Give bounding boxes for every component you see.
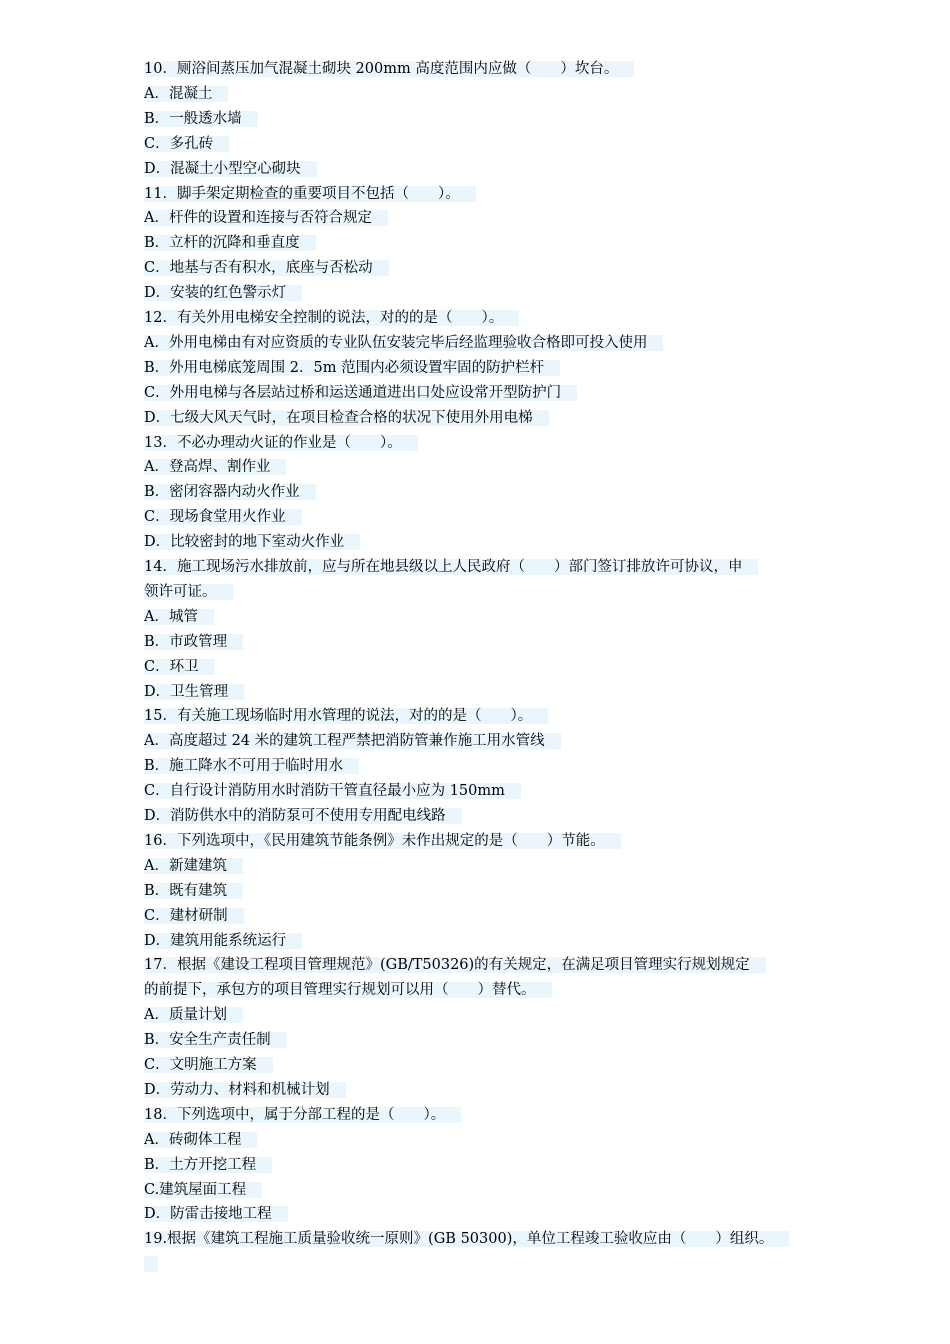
answer-option xyxy=(144,133,229,155)
question-text xyxy=(144,830,621,852)
line-text: 14．施工现场污水排放前，应与所在地县级以上人民政府（ ）部门签订排放许可协议，申 xyxy=(144,559,758,575)
line-text: 16．下列选项中，《民用建筑节能条例》未作出规定的是（ ）节能。 xyxy=(144,833,621,849)
line-text: 18．下列选项中，属于分部工程的是（ ）。 xyxy=(144,1107,461,1123)
line-text: A．外用电梯由有对应资质的专业队伍安装完毕后经监理验收合格即可投入使用 xyxy=(144,335,663,351)
line-text: B．土方开挖工程 xyxy=(144,1157,272,1173)
line-text: C．自行设计消防用水时消防干管直径最小应为 150mm xyxy=(144,783,521,799)
line-text: C．文明施工方案 xyxy=(144,1057,273,1073)
question-text xyxy=(144,705,548,727)
line-text: C．外用电梯与各层站过桥和运送通道进出口处应设常开型防护门 xyxy=(144,385,577,401)
line-text: C．地基与否有积水，底座与否松动 xyxy=(144,260,389,276)
line-text: A．城管 xyxy=(144,609,214,625)
line-text: 领许可证。 xyxy=(144,584,233,600)
answer-option xyxy=(144,257,389,279)
answer-option xyxy=(144,1154,272,1176)
highlight-mark xyxy=(144,1256,158,1272)
answer-option xyxy=(144,730,561,752)
line-text: 17．根据《建设工程项目管理规范》(GB/T50326)的有关规定，在满足项目管理实行规划规定 xyxy=(144,957,766,973)
answer-option xyxy=(144,1179,262,1201)
answer-option xyxy=(144,855,243,877)
line-text: D．防雷击接地工程 xyxy=(144,1206,288,1222)
line-text: 12．有关外用电梯安全控制的说法，对的的是（ ）。 xyxy=(144,310,519,326)
answer-option xyxy=(144,456,286,478)
answer-option xyxy=(144,207,388,229)
question-text xyxy=(144,183,476,205)
answer-option xyxy=(144,656,215,678)
line-text: C.建筑屋面工程 xyxy=(144,1182,262,1198)
answer-option xyxy=(144,930,302,952)
line-text: D．劳动力、材料和机械计划 xyxy=(144,1082,346,1098)
continuation-text xyxy=(144,581,233,603)
line-text: C．建材研制 xyxy=(144,908,244,924)
answer-option xyxy=(144,780,521,802)
answer-option xyxy=(144,382,577,404)
line-text: D．消防供水中的消防泵可不使用专用配电线路 xyxy=(144,808,462,824)
answer-option xyxy=(144,108,258,130)
question-text xyxy=(144,1104,461,1126)
answer-option xyxy=(144,606,214,628)
question-text xyxy=(144,1228,789,1250)
line-text: D．混凝土小型空心砌块 xyxy=(144,161,317,177)
line-text: B．外用电梯底笼周围 2．5m 范围内必须设置牢固的防护栏杆 xyxy=(144,360,560,376)
line-text: D．安装的红色警示灯 xyxy=(144,285,302,301)
line-text: 的前提下，承包方的项目管理实行规划可以用（ ）替代。 xyxy=(144,982,552,998)
line-text: B．一般透水墙 xyxy=(144,111,258,127)
answer-option xyxy=(144,531,360,553)
line-text: A．质量计划 xyxy=(144,1007,243,1023)
line-text: B．既有建筑 xyxy=(144,883,243,899)
question-text xyxy=(144,556,758,578)
line-text: A．新建建筑 xyxy=(144,858,243,874)
answer-option xyxy=(144,158,317,180)
answer-option xyxy=(144,1079,346,1101)
continuation-text xyxy=(144,979,552,1001)
answer-option xyxy=(144,1054,273,1076)
answer-option xyxy=(144,880,243,902)
answer-option xyxy=(144,755,359,777)
question-text xyxy=(144,58,634,80)
line-text: C．环卫 xyxy=(144,659,215,675)
line-text: C．现场食堂用火作业 xyxy=(144,509,302,525)
answer-option xyxy=(144,1129,257,1151)
answer-option xyxy=(144,282,302,304)
answer-option xyxy=(144,631,243,653)
answer-option xyxy=(144,332,663,354)
line-text: A．登高焊、割作业 xyxy=(144,459,286,475)
line-text: D．卫生管理 xyxy=(144,684,244,700)
line-text: B．安全生产责任制 xyxy=(144,1032,287,1048)
answer-option xyxy=(144,805,462,827)
line-text: D．建筑用能系统运行 xyxy=(144,933,302,949)
answer-option xyxy=(144,407,549,429)
line-text: A．高度超过 24 米的建筑工程严禁把消防管兼作施工用水管线 xyxy=(144,733,561,749)
answer-option xyxy=(144,357,560,379)
answer-option xyxy=(144,232,316,254)
line-text: A．砖砌体工程 xyxy=(144,1132,257,1148)
line-text: 10．厕浴间蒸压加气混凝土砌块 200mm 高度范围内应做（ ）坎台。 xyxy=(144,61,634,77)
line-text: 19.根据《建筑工程施工质量验收统一原则》(GB 50300)，单位工程竣工验收应由（ ）组织。 xyxy=(144,1231,789,1247)
line-text: B．密闭容器内动火作业 xyxy=(144,484,316,500)
line-text: D．七级大风天气时，在项目检查合格的状况下使用外用电梯 xyxy=(144,410,549,426)
answer-option xyxy=(144,1004,243,1026)
answer-option xyxy=(144,905,244,927)
line-text: A．混凝土 xyxy=(144,86,228,102)
line-text: A．杆件的设置和连接与否符合规定 xyxy=(144,210,388,226)
line-text: 15．有关施工现场临时用水管理的说法，对的的是（ ）。 xyxy=(144,708,548,724)
line-text: B．立杆的沉降和垂直度 xyxy=(144,235,316,251)
line-text: D．比较密封的地下室动火作业 xyxy=(144,534,360,550)
answer-option xyxy=(144,481,316,503)
answer-option xyxy=(144,83,228,105)
answer-option xyxy=(144,681,244,703)
line-text: C．多孔砖 xyxy=(144,136,229,152)
answer-option xyxy=(144,1029,287,1051)
question-text xyxy=(144,307,519,329)
line-text: 11．脚手架定期检查的重要项目不包括（ ）。 xyxy=(144,186,476,202)
answer-option xyxy=(144,506,302,528)
line-text: B．施工降水不可用于临时用水 xyxy=(144,758,359,774)
question-text xyxy=(144,432,418,454)
answer-option xyxy=(144,1203,288,1225)
line-text: B．市政管理 xyxy=(144,634,243,650)
question-text xyxy=(144,954,766,976)
line-text: 13．不必办理动火证的作业是（ ）。 xyxy=(144,435,418,451)
